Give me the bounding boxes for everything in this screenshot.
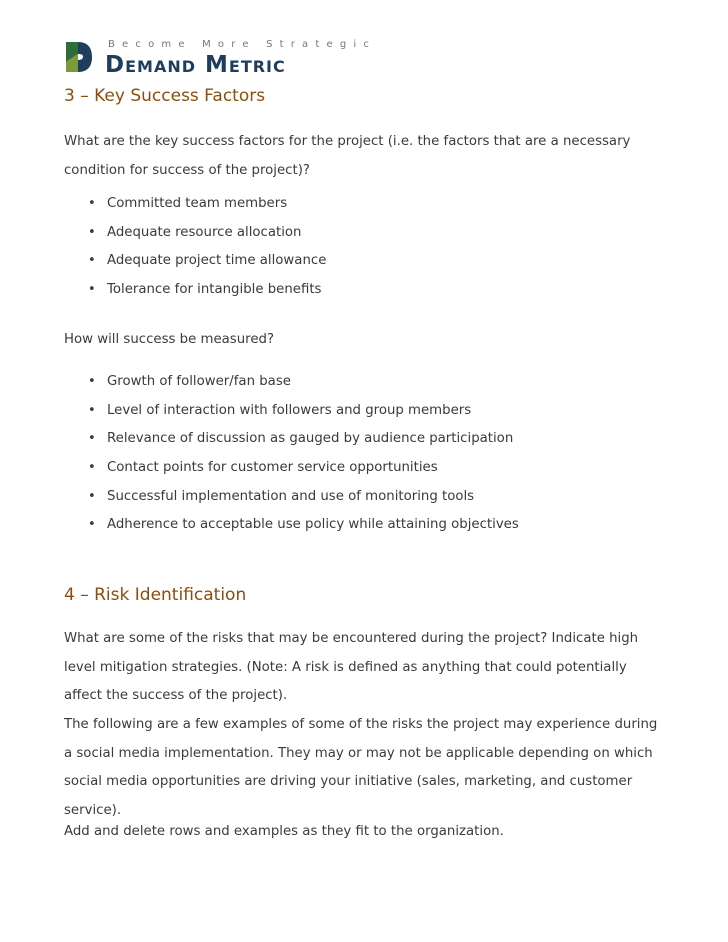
risk-paragraph-3: Add and delete rows and examples as they fit to the organization. xyxy=(64,824,504,839)
list-item: • Adequate project time allowance xyxy=(88,247,326,276)
bullet-icon: • xyxy=(88,224,96,240)
list-item: • Adequate resource allocation xyxy=(88,219,326,248)
list-item: • Tolerance for intangible benefits xyxy=(88,276,326,305)
logo-mark-icon xyxy=(64,40,94,74)
bullet-icon: • xyxy=(88,253,96,269)
bullet-icon: • xyxy=(88,282,96,298)
success-factors-question: What are the key success factors for the project (i.e. the factors that are a necessary condition for success of the project)? xyxy=(64,134,631,178)
bullet-icon: • xyxy=(88,488,96,504)
bullet-icon: • xyxy=(88,431,96,447)
measure-question: How will success be measured? xyxy=(64,332,274,347)
section-4-title: 4 – Risk Identification xyxy=(64,585,247,605)
risk-paragraph-2: The following are a few examples of some of the risks the project may experience during a social media implementation. They may or may not be applicable depending on which social media opportunities are driving your initiative (sales, marketing, and customer service). xyxy=(64,717,658,818)
bullet-icon: • xyxy=(88,402,96,418)
bullet-icon: • xyxy=(88,460,96,476)
list-item: • Committed team members xyxy=(88,190,326,219)
list-item: • Relevance of discussion as gauged by audience participation xyxy=(88,425,519,454)
list-item: • Contact points for customer service opportunities xyxy=(88,454,519,483)
bullet-icon: • xyxy=(88,196,96,211)
success-factors-list xyxy=(88,190,326,305)
risk-paragraph-1: What are some of the risks that may be encountered during the project? Indicate high level mitigation strategies. (Note: A risk is defined as anything that could potentially affect the success of the project). xyxy=(64,631,639,703)
list-item: • Adherence to acceptable use policy while attaining objectives xyxy=(88,511,519,540)
logo-tagline: Become More Strategic xyxy=(108,39,377,50)
success-measures-list xyxy=(88,368,519,540)
bullet-icon: • xyxy=(88,517,96,533)
bullet-icon: • xyxy=(88,374,96,389)
logo-brand-name: Demand Metric xyxy=(105,52,286,78)
list-item: • Growth of follower/fan base xyxy=(88,368,519,397)
company-logo xyxy=(64,38,377,78)
list-item: • Successful implementation and use of monitoring tools xyxy=(88,483,519,512)
section-3-title: 3 – Key Success Factors xyxy=(64,86,266,106)
list-item: • Level of interaction with followers and group members xyxy=(88,397,519,426)
